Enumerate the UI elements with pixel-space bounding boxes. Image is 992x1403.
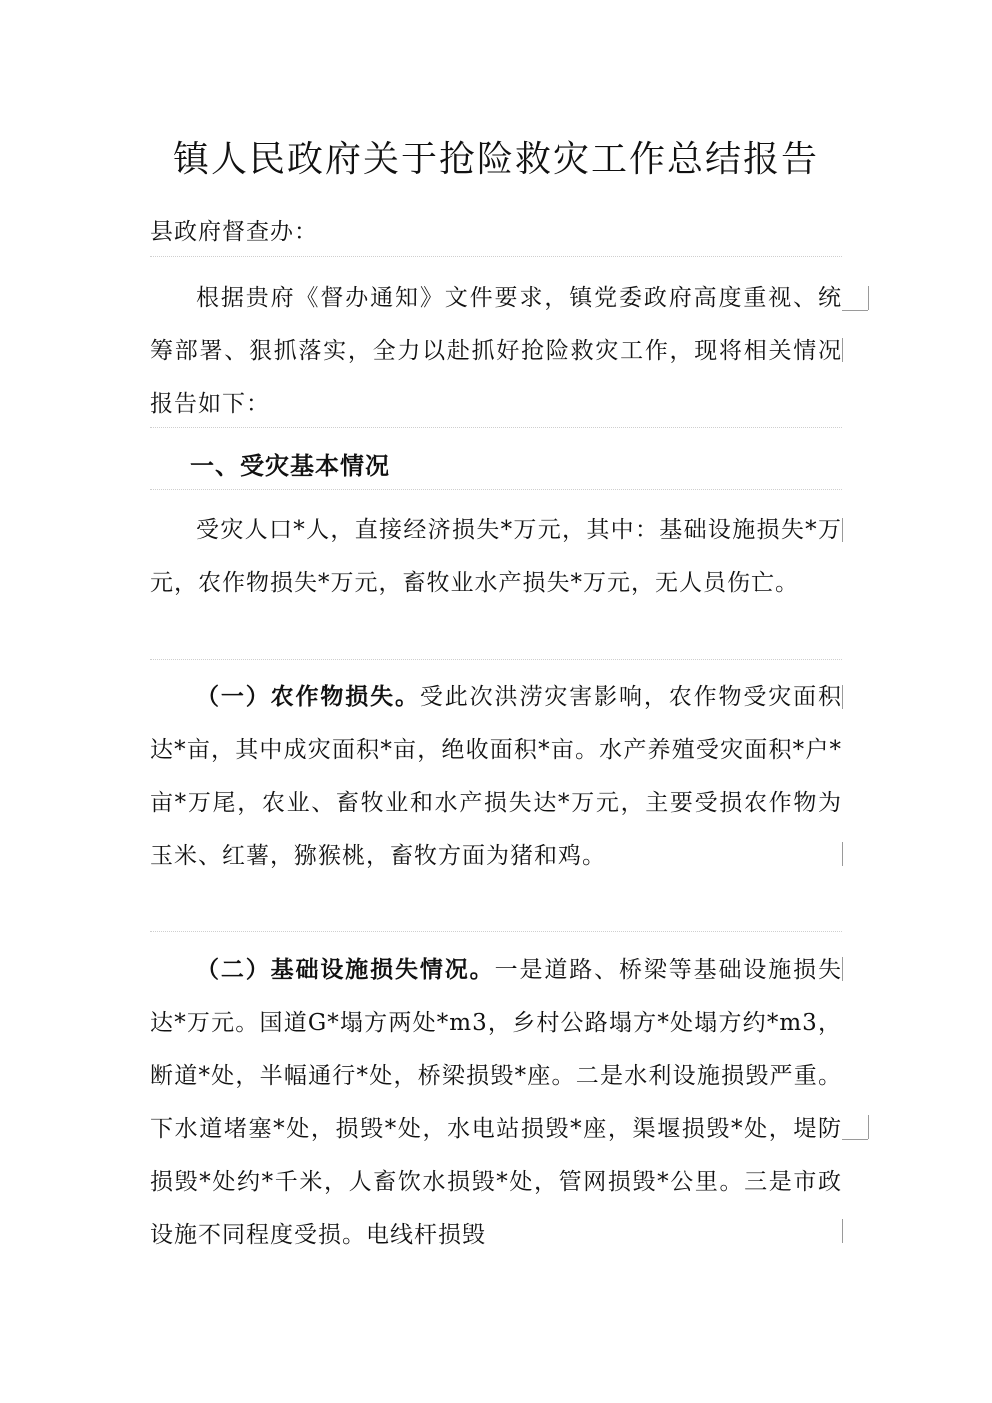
guide-rule [150, 659, 842, 660]
section-heading-1: 一、受灾基本情况 [190, 452, 390, 480]
infrastructure-loss-text: 一是道路、桥梁等基础设施损失达*万元。国道G*塌方两处*m3，乡村公路塌方*处塌方约*m3，断道*处，半幅通行*处，桥梁损毁*座。二是水利设施损毁严重。下水道堵塞*处，损毁*处，水电站损毁*座，渠堰损毁*处，堤防损毁*处约*千米，人畜饮水损毁*处，管网损毁*公里。三是市政设施不同程度受损。电线杆损毁 [150, 957, 843, 1248]
margin-mark [842, 685, 843, 709]
guide-rule [150, 427, 842, 428]
guide-rule [150, 489, 842, 490]
margin-mark [842, 338, 843, 362]
intro-paragraph: 根据贵府《督办通知》文件要求，镇党委政府高度重视、统筹部署、狠抓落实，全力以赴抓好抢险救灾工作，现将相关情况报告如下： [150, 285, 842, 417]
infrastructure-loss-paragraph [150, 944, 842, 1262]
margin-mark [842, 518, 843, 542]
addressee-line: 县政府督查办： [150, 219, 318, 245]
crop-loss-paragraph [150, 671, 842, 883]
crop-loss-text: 受此次洪涝灾害影响，农作物受灾面积达*亩，其中成灾面积*亩，绝收面积*亩。水产养殖受灾面积*户*亩*万尾，农业、畜牧业和水产损失达*万元，主要受损农作物为玉米、红薯，猕猴桃，畜牧方面为猪和鸡。 [150, 684, 843, 869]
margin-mark [842, 1219, 843, 1243]
summary-paragraph: 受灾人口*人，直接经济损失*万元，其中：基础设施损失*万元，农作物损失*万元，畜牧业水产损失*万元，无人员伤亡。 [150, 517, 842, 596]
document-title: 镇人民政府关于抢险救灾工作总结报告 [172, 139, 819, 180]
margin-mark [842, 1139, 868, 1140]
infrastructure-loss-heading: （二）基础设施损失情况。 [196, 957, 495, 983]
margin-mark [842, 957, 843, 981]
margin-mark [868, 1115, 869, 1139]
margin-mark [868, 286, 869, 310]
margin-mark [842, 310, 868, 311]
crop-loss-heading: （一）农作物损失。 [196, 684, 420, 710]
guide-rule [150, 931, 842, 932]
guide-rule [150, 256, 842, 257]
margin-mark [842, 842, 843, 866]
